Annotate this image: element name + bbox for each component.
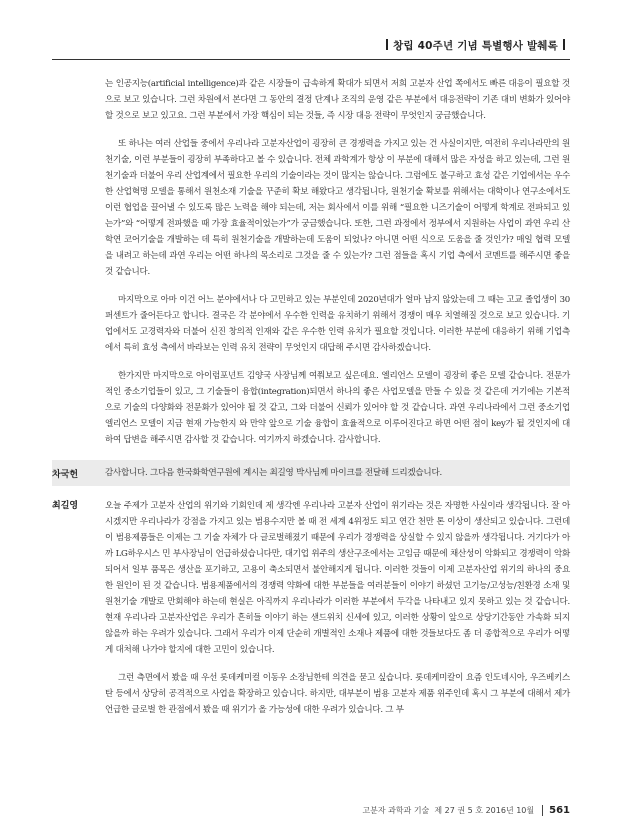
footer-journal: 고분자 과학과 기술: [362, 806, 430, 815]
speech-body: [105, 498, 570, 730]
header-divider: [563, 39, 565, 50]
body-paragraph: 또 하나는 여러 산업들 중에서 우리나라 고분자산업이 굉장히 큰 경쟁력을 가지고 있는 건 사실이지만, 여전히 우리나라만의 원천기술, 이런 부분들이 굉장히 부족하다고 볼 수 있습니다. 전체 과학계가 항상 이 부분에 대해서 많은 자성을 하고 있는데, 그런 원천기술과 더불어 우리 산업계에서 필요한 우리의 기술이라는 것이 많지는 않습니다. 그럼에도 불구하고 효성 같은 기업에서는 우수한 산업혁명 모델을 통해서 원천소재 기술을 꾸준히 확보 해왔다고 생각됩니다, 원천기술 확보를 위해서는 대학이나 연구소에서도 이런 협업을 끌어낼 수 있도록 많은 노력을 해야 되는데, 저는 회사에서 이를 위해 “필요한 니즈기술이 어떻게 학계로 전파되고 있는가”와 “어떻게 전파했을 때 가장 효율적이었는가”가 궁금했습니다. 또한, 그런 과정에서 정부에서 지원하는 사업이 과연 우리 산학연 코어기술을 개발하는 데 특히 원천기술을 개발하는데 도움이 되었나? 아니면 어떤 식으로 도움을 줄 것인가? 매일 협력 모델을 내려고 하는데 과연 우리는 어떤 하나의 목소리로 그것을 줄 수 있는가? 그런 점들을 혹시 기업 측에서 코멘트를 해주시면 좋을 것 같습니다.: [105, 139, 570, 277]
body-paragraph: 는 인공지능(artificial intelligence)과 같은 시장들이 급속하게 확대가 되면서 저희 고분자 산업 쪽에서도 빠른 대응이 필요할 것으로 보고 있습니다. 그런 차원에서 본다면 그 동안의 결정 단계나 조직의 운영 같은 부분에서 대응전략이 기존 대비 변화가 있어야 할 것으로 보고 있고요. 그런 부분에서 가장 핵심이 되는 것들, 즉 시장 대응 전략이 무엇인지 궁금했습니다.: [105, 79, 570, 121]
body-paragraph: 그런 측면에서 봤을 때 우선 롯데케미컬 이동우 소장님한테 의견을 묻고 싶습니다. 롯데케미칼이 요즘 인도네시아, 우즈베키스탄 등에서 상당히 공격적으로 사업을 확장하고 있습니다. 하지만, 대부분이 범용 고분자 제품 위주인데 혹시 그 부분에 대해서 제가 언급한 글로벌 한 관점에서 봤을 때 위기가 올 가능성에 대한 우려가 있습니다. 그 부: [105, 673, 570, 715]
footer-date: 2016년 10월: [485, 806, 535, 815]
body-paragraph: 오늘 주제가 고분자 산업의 위기와 기회인데 제 생각엔 우리나라 고분자 산업이 위기라는 것은 자명한 사실이라 생각됩니다. 잘 아시겠지만 우리나라가 강점을 가지고 있는 범용수지만 볼 때 전 세계 4위정도 되고 연간 천만 톤 이상이 생산되고 있습니다. 그런데 이 범용제품들은 이제는 그 기술 자체가 다 글로벌해졌기 때문에 우리가 경쟁력을 상실할 수 있지 않을까 생각됩니다. 거기다가 아까 LG하우시스 민 부사장님이 언급하셨습니다만, 대기업 위주의 생산구조에서는 고임금 때문에 채산성이 악화되고 경쟁력이 악화되어서 일부 품목은 생산을 포기하고, 고용이 축소되면서 불안해지게 됩니다. 이러한 것들이 이제 고분자산업 위기의 하나의 중요한 원인이 된 것 같습니다. 범용제품에서의 경쟁력 약화에 대한 부분들을 여러분들이 이야기 하셨던 고기능/고성능/친환경 소재 및 원천기술 개발로 만회해야 하는데 현실은 아직까지 우리나라가 이러한 부분에서 두각을 나타내고 있지 못하고 있는 것 같습니다. 현재 우리나라 고분자산업은 우리가 흔히들 이야기 하는 샌드위치 신세에 있고, 이러한 상황이 앞으로 상당기간동안 가속화 되지 않을까 하는 우려가 있습니다. 그래서 우리가 이제 단순히 개별적인 소재나 제품에 대한 것들보다도 좀 더 종합적으로 우리가 어떻게 대처해 나가야 할지에 대한 고민이 있습니다.: [105, 501, 570, 655]
moderator-remark: [52, 460, 570, 486]
speaker-name: 차국헌: [52, 469, 79, 480]
speaker-name: 최길영: [52, 501, 79, 511]
header-divider: [386, 39, 388, 50]
footer-divider: [542, 805, 543, 816]
header-title: 창립 40주년 기념 특별행사 발췌록: [393, 40, 558, 52]
body-paragraph: 마지막으로 아마 이건 어느 분야에서나 다 고민하고 있는 부분인데 2020년대가 얼마 남지 않았는데 그 때는 고교 졸업생이 30퍼센트가 줄어든다고 합니다. 결국은 각 분야에서 우수한 인력을 유치하기 위해서 경쟁이 매우 치열해질 것으로 보고 있습니다. 기업에서도 고경력자와 더불어 신진 창의적 인재와 같은 우수한 인력 유치가 필요할 것입니다. 이러한 부분에 대응하기 위해 기업측에서 특히 효성 측에서 바라보는 인력 유치 전략이 무엇인지 대답해 주시면 감사하겠습니다.: [105, 295, 570, 353]
page-number: 561: [549, 805, 570, 816]
body-paragraph: 한가지만 마지막으로 아이럼포넌트 김양국 사장님께 여쭤보고 싶은데요. 엘리언스 모델이 굉장히 좋은 모델 같습니다. 전문가적인 중소기업들이 있고, 그 기술들이 융합(integration)되면서 하나의 좋은 사업모델을 만들 수 있을 것 같은데 거기에는 기본적으로 기술의 다양화와 전문화가 있어야 될 것 같고, 그와 더불어 신뢰가 있어야 할 것 같습니다. 과연 우리나라에서 그런 중소기업 엘리언스 모델이 지금 현재 가능한지 와 만약 앞으로 기술 융합이 효율적으로 이루어진다고 하면 어떤 점이 key가 될 것인지에 대하여 답변을 해주시면 감사할 것 같습니다. 여기까지 하겠습니다. 감사합니다.: [105, 371, 570, 445]
speaker-speech: [52, 498, 570, 730]
speaker-text: 감사합니다. 그다음 한국화학연구원에 계시는 최길영 박사님께 마이크를 전달해 드리겠습니다.: [105, 468, 442, 478]
header-rule: [52, 59, 570, 60]
page-footer: [362, 805, 570, 816]
footer-volume: 제 27 권 5 호: [434, 806, 484, 815]
article-body: [52, 76, 570, 742]
running-header: [381, 38, 570, 53]
